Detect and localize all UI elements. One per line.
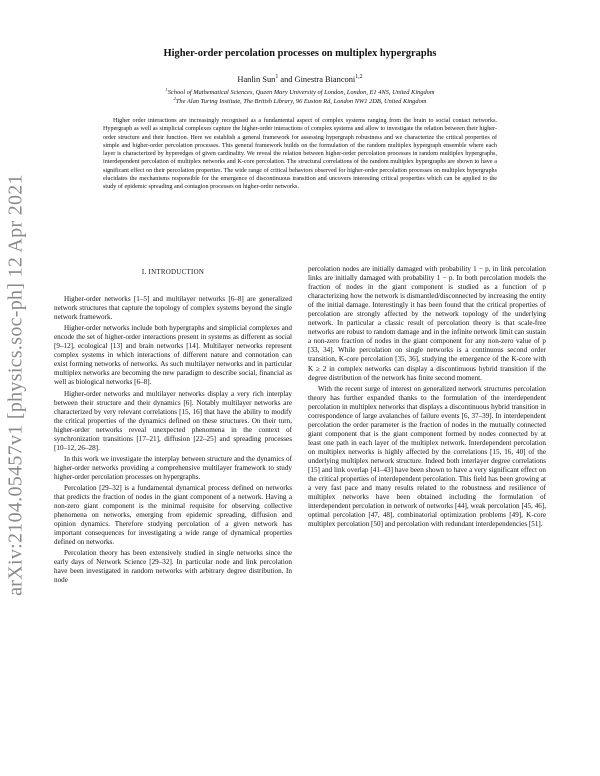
affiliation-text: The Alan Turing Institute, The British Library, 96 Euston Rd, London NW1 2DB, United Kingdom xyxy=(175,98,427,105)
author-affiliation-mark: 1 xyxy=(275,74,279,81)
affiliation-line xyxy=(60,95,540,105)
affiliation-line xyxy=(60,86,540,96)
author-connector: and xyxy=(278,75,295,84)
paragraph: Percolation [29–32] is a fundamental dynamical process defined on networks that predicts the fraction of nodes in the giant component of a network. Having a non-zero giant component is the minimal requisite for observing collective phenomena on networks, emerging from epidemic spreading, diffusion and opinion dynamics. Therefore studying percolation of a given network has important consequences for investigating a wide range of dynamical properties defined on networks. xyxy=(54,483,292,547)
paragraph: percolation nodes are initially damaged with probability 1 − p, in link percolation links are initially damaged with probability 1 − p. In both percolation models the fraction of nodes in the giant component is studied as a function of p characterizing how the network is dismantled/disconnected by increasing the entity of the initial damage. Interestingly it has been found that the critical properties of percolation are strongly affected by the network topology of the underlying network. In particular a classic result of percolation theory is that scale-free networks are robust to random damage and in the infinite network limit can sustain a non-zero fraction of nodes in the giant component for any non-zero value of p [33, 34]. While percolation on single networks is a continuous second order transition, K-core percolation [35, 36], studying the emergence of the K-core with K ≥ 2 in complex networks can display a discontinuous hybrid transition if the degree distribution of the network has finite second moment. xyxy=(308,265,546,382)
author-list xyxy=(60,75,540,84)
right-column xyxy=(308,265,546,531)
paragraph: In this work we investigate the interplay between structure and the dynamics of higher-order networks providing a comprehensive multilayer framework to study higher-order percolation processes on hypergraphs. xyxy=(54,454,292,481)
author-name: Hanlin Sun xyxy=(237,75,276,84)
arxiv-identifier-stamp xyxy=(3,150,29,620)
abstract: Higher order interactions are increasingly recognised as a fundamental aspect of complex systems ranging from the brain to social contact networks. Hypergraph as well as simplicial complexes capture the higher-order interactions of complex systems and allow to investigate the relation between their higher-order structure and their function. Here we establish a general framework for assessing hypergraph robustness and we characterize the critical properties of simple and higher-order percolation processes. This general framework builds on the formulation of the random multiplex hypergraph ensemble where each layer is characterized by hyperedges of given cardinality. We reveal the relation between higher-order percolation processes in random multiplex hypergraphs, interdependent percolation of multiplex networks and K-core percolation. The structural correlations of the random multiplex hypergraphs are shown to have a significant effect on their percolation properties. The wide range of critical behaviors observed for higher-order percolation processes on multiplex hypergraphs elucidates the mechanisms responsible for the emergence of discontinuous transition and uncovers interesting critical properties which can be applied to the study of epidemic spreading and contagion processes on higher-order networks. xyxy=(103,118,497,190)
paper-title: Higher-order percolation processes on multiplex hypergraphs xyxy=(163,48,437,59)
paragraph: With the recent surge of interest on generalized network structures percolation theory has further expanded thanks to the formulation of the interdependent percolation in multiplex networks that displays a discontinuous hybrid transition in correspondence of large avalanches of failure events [6, 37–39]. In interdependent percolation the order parameter is the fraction of nodes in the mutually connected giant component that is the giant component formed by nodes connected by at least one path in each layer of the multiplex network. Interdependent percolation on multiplex networks is highly affected by the correlations [15, 16, 40] of the underlying multiplex network structure. Indeed both interlayer degree correlations [15] and link overlap [41–43] have been shown to have a very significant effect on the critical properties of interdependent percolation. This field has been growing at a very fast pace and many results related to the robustness and resilience of multiplex networks have been obtained including the formulation of interdependent percolation in network of networks [44], weak percolation [45, 46], optimal percolation [47, 48], combinatorial optimization problems [49], K-core multiplex percolation [50] and percolation with redundant interdependencies [51]. xyxy=(308,384,546,529)
affiliation-mark: 1 xyxy=(165,86,168,92)
author-name: Ginestra Bianconi xyxy=(294,75,356,84)
left-column xyxy=(54,268,292,588)
section-heading: I. INTRODUCTION xyxy=(141,269,205,276)
paragraph: Higher-order networks include both hypergraphs and simplicial complexes and encode the set of higher-order interactions present in systems as different as social [9–12], ecological [13] and brain networks [14]. Multilayer networks represent complex systems in which interactions of different nature and connotation can exist forming networks of networks. As such multilayer networks and in particular multiplex networks are becoming the new paradigm to describe social, financial as well as biological networks [6–8]. xyxy=(54,324,292,387)
paragraph: Higher-order networks and multilayer networks display a very rich interplay between their structure and their dynamics [6]. Notably multilayer networks are characterized by very relevant correlations [15, 16] that have the ability to modify the critical properties of the dynamics defined on these structures. On their turn, higher-order networks reveal unexpected phenomena in the context of synchronization transitions [17–21], diffusion [22–25] and spreading processes [10–12, 26–28]. xyxy=(54,389,292,452)
affiliation-text: School of Mathematical Sciences, Queen Mary University of London, London, E1 4NS, United Kingdom xyxy=(167,89,435,96)
paragraph: Percolation theory has been extensively studied in single networks since the early days of Network Science [29–32]. In particular node and link percolation have been investigated in random networks with arbitrary degree distribution. In node xyxy=(54,549,292,585)
affiliation-mark: 2 xyxy=(173,95,176,101)
arxiv-identifier-text: arXiv:2104.05457v1 [physics.soc-ph] 12 Apr 2021 xyxy=(4,174,27,596)
paragraph: Higher-order networks [1–5] and multilayer networks [6–8] are generalized network structures that capture the topology of complex systems beyond the single network framework. xyxy=(54,295,292,322)
author-affiliation-mark: 1,2 xyxy=(355,74,363,81)
